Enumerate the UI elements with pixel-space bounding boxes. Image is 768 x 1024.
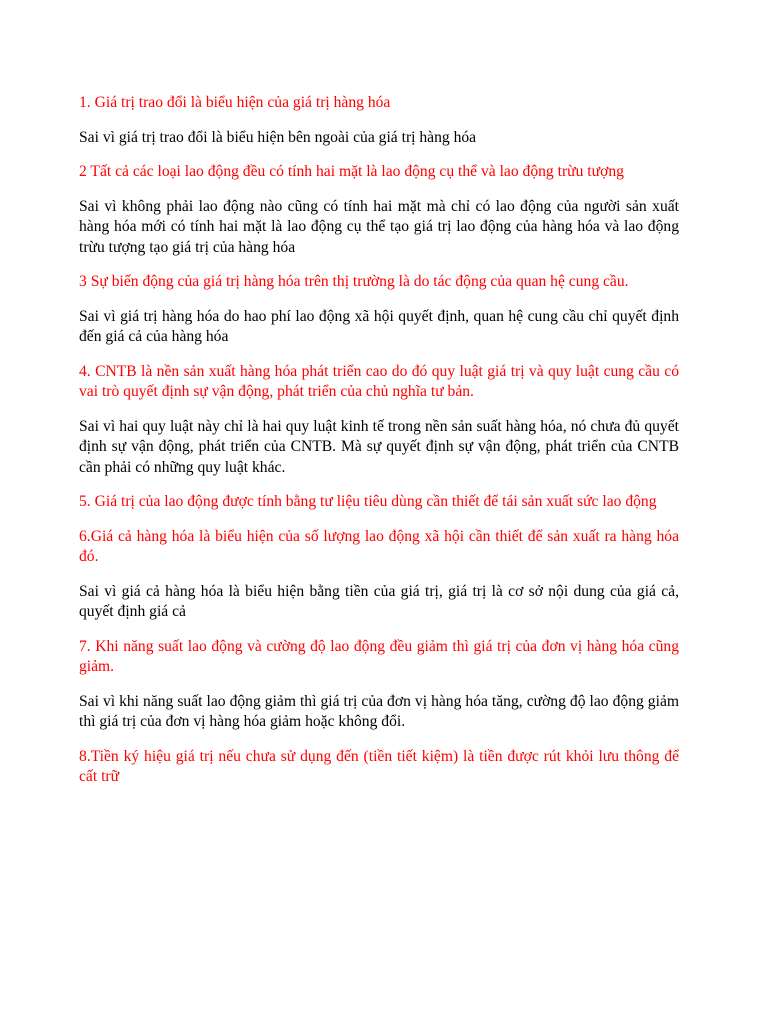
- question-8: 8.Tiền ký hiệu giá trị nếu chưa sử dụng đến (tiền tiết kiệm) là tiền được rút khỏi lưu thông để cất trữ: [79, 747, 679, 785]
- question-5: 5. Giá trị của lao động được tính bằng tư liệu tiêu dùng cần thiết để tái sản xuất sức lao động: [79, 493, 657, 510]
- question-7: 7. Khi năng suất lao động và cường độ lao động đều giảm thì giá trị của đơn vị hàng hóa cũng giảm.: [79, 637, 679, 675]
- answer-3: Sai vì giá trị hàng hóa do hao phí lao động xã hội quyết định, quan hệ cung cầu chỉ quyết định đến giá cả của hàng hóa: [79, 307, 679, 345]
- question-4: 4. CNTB là nền sản xuất hàng hóa phát triển cao do đó quy luật giá trị và quy luật cung cầu có vai trò quyết định sự vận động, phát triển của chủ nghĩa tư bản.: [79, 362, 679, 400]
- question-3: 3 Sự biến động của giá trị hàng hóa trên thị trường là do tác động của quan hệ cung cầu.: [79, 273, 629, 290]
- answer-4: Sai vì hai quy luật này chỉ là hai quy luật kinh tế trong nền sản suất hàng hóa, nó chưa đủ quyết định sự vận động, phát triển của CNTB. Mà sự quyết định sự vận động, phát triển của CNTB cần phải có những quy luật khác.: [79, 417, 679, 476]
- answer-7: Sai vì khi năng suất lao động giảm thì giá trị của đơn vị hàng hóa tăng, cường độ lao động giảm thì giá trị của đơn vị hàng hóa giảm hoặc không đổi.: [79, 692, 679, 730]
- answer-2: Sai vì không phải lao động nào cũng có tính hai mặt mà chỉ có lao động của người sản xuất hàng hóa mới có tính hai mặt là lao động cụ thể tạo giá trị lao động của hàng hóa và lao động trừu tượng tạo giá trị của hàng hóa: [79, 197, 679, 256]
- question-2: 2 Tất cả các loại lao động đều có tính hai mặt là lao động cụ thể và lao động trừu tượng: [79, 163, 624, 180]
- answer-1: Sai vì giá trị trao đổi là biểu hiện bên ngoài của giá trị hàng hóa: [79, 128, 477, 146]
- question-1: 1. Giá trị trao đổi là biểu hiện của giá trị hàng hóa: [79, 94, 391, 111]
- answer-6: Sai vì giá cả hàng hóa là biểu hiện bằng tiền của giá trị, giá trị là cơ sở nội dung của giá cả, quyết định giá cả: [79, 582, 679, 620]
- document-page: [79, 93, 679, 802]
- question-6: 6.Giá cả hàng hóa là biểu hiện của số lượng lao động xã hội cần thiết để sản xuất ra hàng hóa đó.: [79, 527, 679, 565]
